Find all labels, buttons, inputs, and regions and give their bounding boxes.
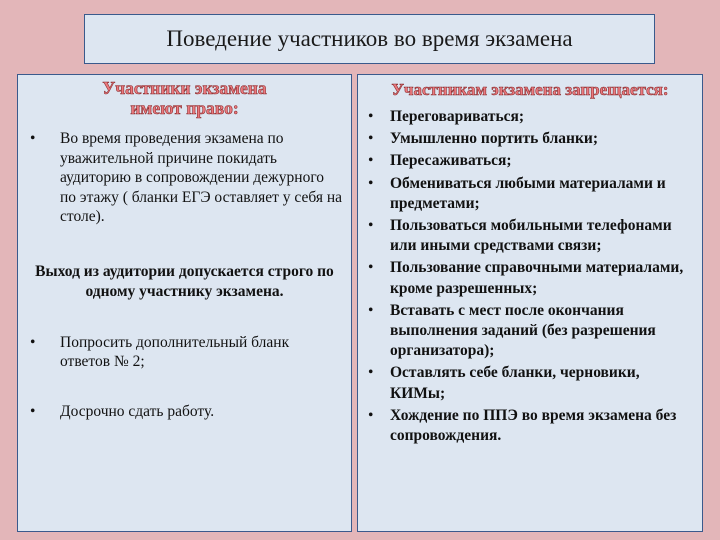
list-item-text: Пользоваться мобильными телефонами или иными средствами связи; <box>390 217 672 255</box>
bullet-icon: • <box>30 130 36 147</box>
list-item <box>18 402 351 422</box>
list-item-text: Умышленно портить бланки; <box>390 130 599 148</box>
list-item-text: Обмениваться любыми материалами и предметами; <box>390 174 666 212</box>
rights-heading-line1: Участники экзамена <box>102 78 267 98</box>
page-title: Поведение участников во время экзамена <box>166 26 573 51</box>
bullet-icon: • <box>368 259 374 277</box>
list-item <box>358 216 702 256</box>
title-box <box>84 14 655 64</box>
list-item <box>358 151 702 171</box>
bullet-icon: • <box>368 406 374 424</box>
list-item <box>358 258 702 298</box>
list-item-text: Досрочно сдать работу. <box>60 402 215 420</box>
rights-heading <box>18 78 351 118</box>
rights-list-top <box>18 129 351 227</box>
list-item-text: Во время проведения экзамена по уважительной причине покидать аудиторию в сопровождении дежурного по этажу ( бланки ЕГЭ оставляет у себя на столе). <box>60 130 343 225</box>
bullet-icon: • <box>368 364 374 382</box>
list-item-text: Хождение по ППЭ во время экзамена без сопровождения. <box>390 406 677 445</box>
bullet-icon: • <box>368 174 374 192</box>
prohibitions-heading: Участникам экзамена запрещается: <box>391 80 669 99</box>
list-item <box>358 301 702 362</box>
list-item <box>358 363 702 403</box>
list-item-text: Попросить дополнительный бланк ответов № 2; <box>60 333 290 370</box>
list-item <box>18 333 351 372</box>
list-item-text: Оставлять себе бланки, черновики, КИМы; <box>390 364 640 402</box>
list-item <box>358 107 702 127</box>
list-item-text: Переговариваться; <box>390 108 525 125</box>
bullet-icon: • <box>368 108 374 125</box>
rights-heading-line2: имеют право: <box>130 98 239 118</box>
bullet-icon: • <box>30 402 36 420</box>
list-item <box>358 129 702 149</box>
rights-panel <box>17 74 352 532</box>
list-item <box>358 406 702 446</box>
bullet-icon: • <box>368 301 374 319</box>
list-item <box>358 174 702 214</box>
list-item-text: Пересаживаться; <box>390 152 512 170</box>
bullet-icon: • <box>368 217 374 235</box>
bullet-icon: • <box>368 152 374 170</box>
prohibitions-panel <box>357 74 703 532</box>
exit-note: Выход из аудитории допускается строго по одному участнику экзамена. <box>35 262 334 300</box>
bullet-icon: • <box>30 333 36 351</box>
list-item-text: Пользование справочными материалами, кроме разрешенных; <box>390 259 684 297</box>
list-item <box>18 129 351 227</box>
prohibitions-list <box>358 107 702 446</box>
list-item-text: Вставать с мест после окончания выполнения заданий (без разрешения организатора); <box>390 301 656 360</box>
bullet-icon: • <box>368 130 374 148</box>
rights-list-bottom <box>18 333 351 422</box>
